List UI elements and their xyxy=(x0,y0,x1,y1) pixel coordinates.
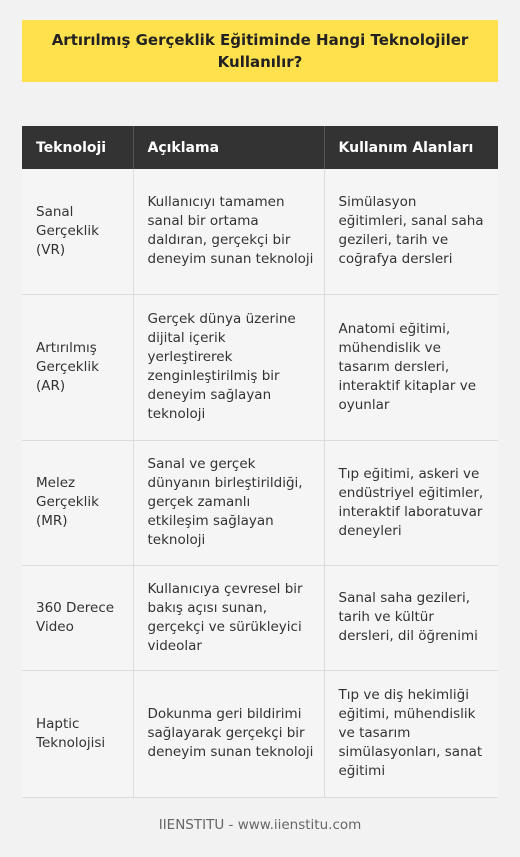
table-row xyxy=(22,440,498,565)
cell-description: Gerçek dünya üzerine dijital içerik yerleştirerek zenginleştirilmiş bir deneyim sağlayan teknoloji xyxy=(133,294,324,440)
cell-technology: Haptic Teknolojisi xyxy=(22,670,133,797)
cell-technology: Sanal Gerçeklik (VR) xyxy=(22,169,133,294)
table-row xyxy=(22,169,498,294)
title-banner xyxy=(22,20,498,82)
cell-usage: Tıp ve diş hekimliği eğitimi, mühendislik ve tasarım simülasyonları, sanat eğitimi xyxy=(324,670,498,797)
cell-usage: Simülasyon eğitimleri, sanal saha gezileri, tarih ve coğrafya dersleri xyxy=(324,169,498,294)
cell-technology: Melez Gerçeklik (MR) xyxy=(22,440,133,565)
cell-description: Dokunma geri bildirimi sağlayarak gerçekçi bir deneyim sunan teknoloji xyxy=(133,670,324,797)
table-row xyxy=(22,565,498,670)
cell-technology: 360 Derece Video xyxy=(22,565,133,670)
column-header-description: Açıklama xyxy=(133,126,324,169)
cell-usage: Tıp eğitimi, askeri ve endüstriyel eğitimler, interaktif laboratuvar deneyleri xyxy=(324,440,498,565)
cell-description: Kullanıcıya çevresel bir bakış açısı sunan, gerçekçi ve sürükleyici videolar xyxy=(133,565,324,670)
cell-usage: Sanal saha gezileri, tarih ve kültür dersleri, dil öğrenimi xyxy=(324,565,498,670)
column-header-technology: Teknoloji xyxy=(22,126,133,169)
cell-usage: Anatomi eğitimi, mühendislik ve tasarım dersleri, interaktif kitaplar ve oyunlar xyxy=(324,294,498,440)
column-header-usage: Kullanım Alanları xyxy=(324,126,498,169)
technology-table xyxy=(22,126,498,798)
table-row xyxy=(22,294,498,440)
cell-technology: Artırılmış Gerçeklik (AR) xyxy=(22,294,133,440)
footer-credit: IIENSTITU - www.iienstitu.com xyxy=(158,817,362,833)
page-title: Artırılmış Gerçeklik Eğitiminde Hangi Teknolojiler Kullanılır? xyxy=(51,31,469,71)
table-row xyxy=(22,670,498,797)
cell-description: Kullanıcıyı tamamen sanal bir ortama daldıran, gerçekçi bir deneyim sunan teknoloji xyxy=(133,169,324,294)
table-header-row xyxy=(22,126,498,169)
cell-description: Sanal ve gerçek dünyanın birleştirildiği, gerçek zamanlı etkileşim sağlayan teknoloji xyxy=(133,440,324,565)
